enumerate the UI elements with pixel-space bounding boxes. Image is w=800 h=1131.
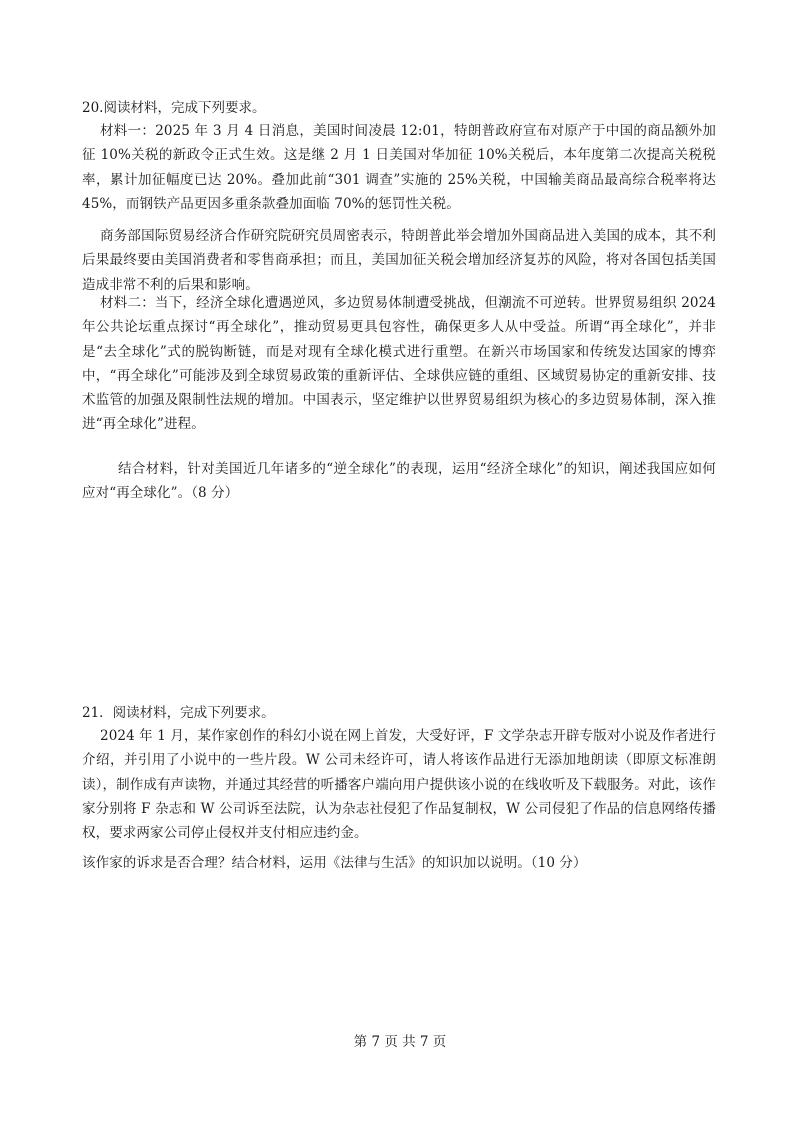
question-21-prompt: 该作家的诉求是否合理？结合材料，运用《法律与生活》的知识加以说明。（10 分） bbox=[82, 855, 587, 871]
question-20-material-1-paragraph-2: 商务部国际贸易经济合作研究院研究员周密表示，特朗普此举会增加外国商品进入美国的成本，其不利后果最终要由美国消费者和零售商承担；而且，美国加征关税会增加经济复苏的风险，将对各国包括美国造成非常不利的后果和影响。 bbox=[82, 228, 716, 293]
question-21-material: 2024 年 1 月，某作家创作的科幻小说在网上首发，大受好评，F 文学杂志开辟专版对小说及作者进行介绍，并引用了小说中的一些片段。W 公司未经许可，请人将该作品进行无添加地朗读（即原文标准朗读），制作成有声读物，并通过其经营的听播客户端向用户提供该小说的在线收听及下载服务。对此，该作家分别将 F 杂志和 W 公司诉至法院，认为杂志社侵犯了作品复制权，W 公司侵犯了作品的信息网络传播权，要求两家公司停止侵权并支付相应违约金。 bbox=[82, 728, 716, 842]
page-number-footer: 第 7 页 共 7 页 bbox=[353, 1034, 447, 1050]
question-20-prompt: 结合材料，针对美国近几年诸多的“逆全球化”的表现，运用“经济全球化”的知识，阐述我国应如何应对“再全球化”。（8 分） bbox=[82, 461, 716, 502]
question-20-material-1-paragraph-1: 材料一：2025 年 3 月 4 日消息，美国时间凌晨 12:01，特朗普政府宣布对原产于中国的商品额外加征 10%关税的新政令正式生效。这是继 2 月 1 日美国对华加征 10%关税后，本年度第二次提高关税税率，累计加征幅度已达 20%。叠加此前“301 调查”实施的 25%关税，中国输美商品最高综合税率将达 45%，而钢铁产品更因多重条款叠加面临 70%的惩罚性关税。 bbox=[82, 123, 716, 212]
question-20-title: 20.阅读材料，完成下列要求。 bbox=[82, 100, 266, 116]
question-21-title: 21．阅读材料，完成下列要求。 bbox=[82, 705, 275, 721]
question-20-material-2: 材料二：当下，经济全球化遭遇逆风，多边贸易体制遭受挑战，但潮流不可逆转。世界贸易组织 2024 年公共论坛重点探讨“再全球化”，推动贸易更具包容性，确保更多人从中受益。所谓“再全球化”，并非是“去全球化”式的脱钩断链，而是对现有全球化模式进行重塑。在新兴市场国家和传统发达国家的博弈中，“再全球化”可能涉及到全球贸易政策的重新评估、全球供应链的重组、区域贸易协定的重新安排、技术监管的加强及限制性法规的增加。中国表示，坚定维护以世界贸易组织为核心的多边贸易体制，深入推进“再全球化”进程。 bbox=[82, 295, 716, 433]
